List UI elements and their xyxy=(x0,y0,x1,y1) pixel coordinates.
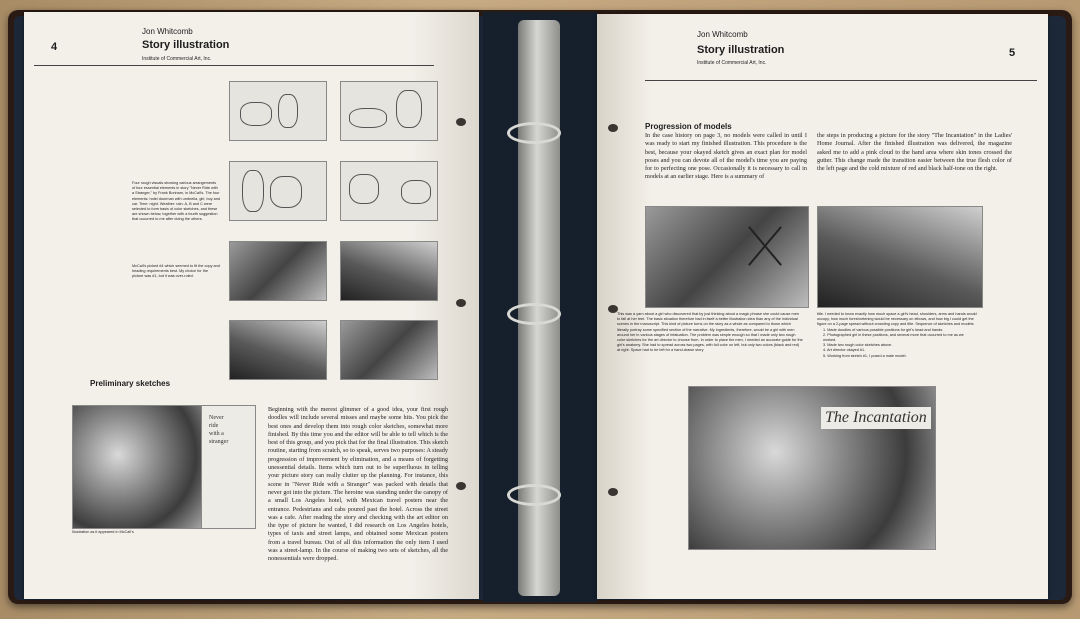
rough-sketch-3 xyxy=(229,161,327,221)
rough-sketch-2 xyxy=(340,81,438,141)
header-rule xyxy=(645,80,1037,81)
illustration-caption: Illustration as it appeared in McCall's xyxy=(72,530,134,534)
page-title: Story illustration xyxy=(142,39,230,51)
left-page xyxy=(24,12,479,599)
punch-hole xyxy=(456,299,466,307)
punch-hole xyxy=(456,482,466,490)
institute-name: Institute of Commercial Art, Inc. xyxy=(142,56,212,62)
magazine-title-word: ride xyxy=(209,423,219,429)
author-name: Jon Whitcomb xyxy=(697,30,748,39)
step-item: 3. Made two rough color sketches above. xyxy=(823,343,893,348)
punch-hole xyxy=(608,305,618,313)
caption-story: This was a yarn about a girl who discovered that by just thinking about a magic phrase she could cause men to fall at her feet. The basic situation therefore had in itself a better illustration idea than any of the individual scenes in the manuscript. This kind of picture turns on the story as a whole as compared to those which literally portray some specified section of the narrative. My ingredients, therefore, would be a girl with men around her in various stages of infatuation. The problem was simple enough so that I made only two rough color sketches for the art director to choose from. In order to place the men, I needed an accurate guide for the girl's anatomy. She had to spread across two pages, with full color on left, but only two colors (black and red) at right. Space had to be left for a hand-drawn story xyxy=(617,312,803,353)
institute-name: Institute of Commercial Art, Inc. xyxy=(697,60,767,66)
spread-title: The Incantation xyxy=(821,407,931,429)
page-title: Story illustration xyxy=(697,44,785,56)
page-number: 4 xyxy=(51,41,58,53)
rough-sketch-4 xyxy=(340,161,438,221)
magazine-title-word: with a xyxy=(209,431,224,437)
body-column-2: the steps in producing a picture for the story "The Incantation" in the Ladies' Home Journal. After the finished illustration was delivered, the magazine asked me to add a pink cloud to the hand area where skin tones crossed the gutter. This change made the transition easier between the true flesh color of the left page and the cold mixture of red and black half-tone on the right. xyxy=(817,132,1012,173)
color-sketch-a xyxy=(229,241,327,301)
color-sketch-b xyxy=(340,241,438,301)
binder-ring-top xyxy=(507,122,561,144)
punch-hole xyxy=(608,488,618,496)
author-name: Jon Whitcomb xyxy=(142,27,193,36)
header-rule xyxy=(34,65,434,66)
magazine-page xyxy=(201,405,256,529)
body-column-1: In the case history on page 3, no models were called in until I was ready to start my finished illustration. This procedure is the best, because your okayed sketch gives an exact plan for model poses and you can devote all of the model's time you are paying for to perfecting one pose. Occasionally it is necessary to call in models at an earlier stage. Here is a summary of xyxy=(645,132,807,181)
incantation-spread xyxy=(688,386,936,550)
right-page xyxy=(597,14,1048,599)
step-item: 5. Working from sketch #1, I posed a male model. xyxy=(823,353,907,358)
magazine-title-word: Never xyxy=(209,415,224,421)
body-text: Beginning with the merest glimmer of a good idea, your first rough doodles will include several misses and maybe some hits. You pick the best ones and develop them into rough color sketches, somewhat more finished. By this time you and the editor will be able to tell which is the best of this group, and you pick that for the final illustration. This sketch routine, starting from scratch, so to speak, serves two purposes: A steady progression of improvement by elimination, and a means of forgetting unessential details. Items which turn out to be superfluous in telling your picture story can really clutter up the planning. For instance, this scene in "Never Ride with a Stranger" was packed with details that never got into the picture. The heroine was standing under the canopy of a small Los Angeles hotel, with Mexican travel posters near the entrance. Pedestrians and cabs poured past the hotel. Across the street was a cafe. After reading the story and checking with the art editor on the type of picture he wanted, I did research on Los Angeles hotels, types of taxis and street lamps, and obtained some Mexican posters from a travel bureau. Out of all this information the only item I used was a street-lamp. In the course of making two sets of sketches, all the nonessentials were dropped. xyxy=(268,406,448,563)
binder-ring-middle xyxy=(507,303,561,325)
punch-hole xyxy=(608,124,618,132)
caption-sequence xyxy=(817,312,977,359)
step-item: 4. Art director okayed #1. xyxy=(823,348,866,353)
color-sketch-1 xyxy=(645,206,809,308)
binder-ring-bottom xyxy=(507,484,561,506)
caption-title-text: title. I needed to know exactly how much space a girl's head, shoulders, arms and hands would occupy, how much foreshortening would be necessary on elbows, and how big I could get the figure on a 2-page spread without crowding copy and title. Sequence of sketches and models: xyxy=(817,312,977,327)
punch-hole xyxy=(456,118,466,126)
step-item: 1. Made doodles of various possible positions for girl's head and hands. xyxy=(823,327,944,332)
caption-mccalls-choice: McCall's picked #4 which seemed to fit the copy and heading requirements best. My choice for the picture was #1, but it was over-ruled. xyxy=(132,264,220,279)
final-illustration xyxy=(72,405,203,529)
page-number: 5 xyxy=(1009,47,1016,59)
caption-rough-visuals: Four rough visuals showing various arrangements of four essential elements in story "Never Ride with a Stranger," by Frank Bonham, in McCall's. The four elements: hotel doorman with umbrella, girl, boy and car. Time: night. Weather: rain. A, B and C were selected to form basis of color sketches, and these are shown below, together with a fourth suggestion that occurred to me after doing the others. xyxy=(132,181,221,222)
color-sketch-c xyxy=(229,320,327,380)
step-item: 2. Photographed girl in these positions, and several more that occurred to me as we worked. xyxy=(823,332,964,343)
section-heading: Progression of models xyxy=(645,122,732,131)
color-sketch-d xyxy=(340,320,438,380)
section-heading: Preliminary sketches xyxy=(90,379,171,388)
rough-sketch-1 xyxy=(229,81,327,141)
magazine-title-word: stranger xyxy=(209,439,229,445)
color-sketch-2 xyxy=(817,206,983,308)
